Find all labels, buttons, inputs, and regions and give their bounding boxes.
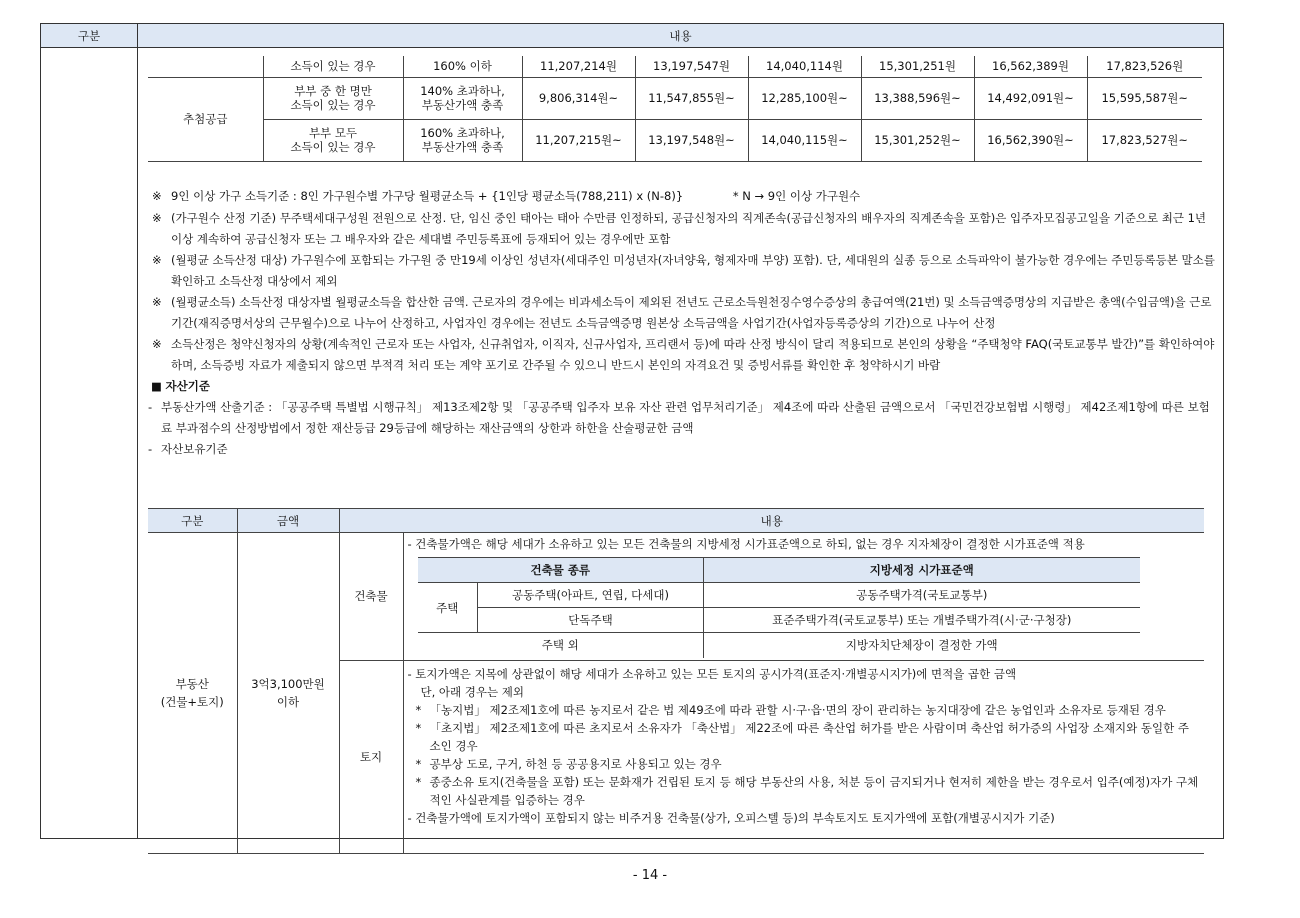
value-cell: 12,285,100원~ [748, 77, 861, 119]
value-cell: 16,562,389원 [974, 56, 1087, 77]
dash-text: 부동산가액 산출기준 : 「공공주택 특별법 시행규칙」 제13조제2항 및 「공공주택 입주자 보유 자산 관련 업무처리기준」 제4조에 따라 산출된 금액으로서 「국민건강보험법 시행령」 제42조제1항에 따른 보험료 부과점수의 산정방법에서 정한 재산등급 29등급에 해당하는 재산금액의 상한과 하한을 산술평균한 금액 [161, 400, 1210, 435]
page-number: - 14 - [632, 868, 668, 883]
row-label: 부부 중 한 명만 소득이 있는 경우 [263, 77, 403, 119]
table-row [148, 56, 1202, 77]
note-extra: * N → 9인 이상 가구원수 [732, 189, 861, 203]
type-cell: 주택 외 [418, 633, 704, 658]
land-line: 단, 아래 경우는 제외 [420, 684, 524, 699]
header-content: 내용 [669, 29, 692, 43]
notes-section [148, 186, 1217, 460]
note-marker: ※ [152, 295, 162, 309]
value-cell: 공동주택가격(국토교통부) [704, 583, 1140, 608]
note-marker: ※ [152, 253, 162, 267]
dash-marker: - [148, 442, 153, 456]
type-cell: 단독주택 [478, 608, 704, 633]
land-exception [408, 701, 1201, 719]
value-cell: 지방자치단체장이 결정한 가액 [704, 633, 1140, 658]
note-marker: ※ [152, 189, 162, 203]
value-cell: 16,562,390원~ [974, 119, 1087, 161]
note-item [152, 208, 1217, 250]
content-area [138, 48, 1223, 838]
sub-header-cell: 건축물 종류 [418, 558, 704, 583]
subtable-header [418, 558, 1140, 583]
table-row [418, 633, 1140, 658]
value-cell: 13,197,547원 [635, 56, 748, 77]
note-marker: ※ [152, 337, 162, 351]
land-label: 토지 [339, 660, 403, 853]
income-table [148, 56, 1202, 162]
note-text: 9인 이상 가구 소득기준 : 8인 가구원수별 가구당 월평균소득 + {1인당 평균소득(788,211) x (N-8)} [171, 189, 684, 203]
exception-text: 종중소유 토지(건축물을 포함) 또는 문화재가 건립된 토지 등 해당 부동산의 사용, 처분 등이 금지되거나 현저히 제한을 받는 경우로서 입주(예정)자가 구체적인 사실관계를 입증하는 경우 [429, 774, 1199, 807]
housing-label: 주택 [418, 583, 478, 633]
document-frame [40, 23, 1224, 839]
table-row [148, 533, 1204, 661]
type-cell: 공동주택(아파트, 연립, 다세대) [478, 583, 704, 608]
value-cell: 11,207,214원 [522, 56, 635, 77]
note-item [152, 250, 1217, 292]
table-row [418, 583, 1140, 608]
row-criteria: 140% 초과하나, 부동산가액 충족 [403, 77, 522, 119]
value-cell: 14,492,091원~ [974, 77, 1087, 119]
dash-item [148, 439, 1217, 460]
header-cell: 구분 [148, 509, 237, 533]
exception-text: 「초지법」 제2조제1호에 따른 초지로서 소유자가 「축산법」 제22조에 따른 축산업 허가를 받은 사람이며 축산업 허가증의 사업장 소재지와 동일한 주소인 경우 [429, 720, 1190, 753]
table-row [148, 77, 1202, 119]
building-content [403, 533, 1204, 661]
asset-table [148, 508, 1204, 854]
category-column [41, 48, 138, 838]
row-criteria: 160% 초과하나, 부동산가액 충족 [403, 119, 522, 161]
dash-text: 자산보유기준 [161, 442, 228, 456]
value-cell: 13,388,596원~ [861, 77, 974, 119]
note-text: (가구원수 산정 기준) 무주택세대구성원 전원으로 산정. 단, 임신 중인 태아는 태아 수만큼 인정하되, 공급신청자의 직계존속(공급신청자의 배우자의 직계존속을 포함)은 입주자모집공고일을 기준으로 최근 1년 이상 계속하여 공급신청자 또는 그 배우자와 같은 세대별 주민등록표에 등재되어 있는 경우에만 포함 [171, 211, 1207, 246]
section-marker: ■ [151, 379, 162, 393]
row-label: 부부 모두 소득이 있는 경우 [263, 119, 403, 161]
note-item [152, 334, 1217, 376]
land-exception [408, 773, 1201, 809]
header-cell: 내용 [339, 509, 1204, 533]
value-cell: 17,823,526원 [1087, 56, 1202, 77]
value-cell: 15,301,252원~ [861, 119, 974, 161]
value-cell: 11,207,215원~ [522, 119, 635, 161]
star-marker: * [415, 720, 422, 735]
note-text: 소득산정은 청약신청자의 상황(계속적인 근로자 또는 사업자, 신규취업자, 이직자, 신규사업자, 프리랜서 등)에 따라 산정 방식이 달리 적용되므로 본인의 상황을 “주택청약 FAQ(국토교통부 발간)”를 확인하여야 하며, 소득증빙 자료가 제출되지 않으면 부적격 처리 또는 계약 포기로 간주될 수 있으니 반드시 본인의 자격요건 및 증빙서류를 확인한 후 청약하시기 바람 [171, 337, 1215, 372]
table-row [148, 119, 1202, 161]
sub-header-cell: 지방세정 시가표준액 [704, 558, 1140, 583]
land-exception [408, 719, 1201, 755]
value-cell: 15,595,587원~ [1087, 77, 1202, 119]
value-cell: 14,040,114원 [748, 56, 861, 77]
row-criteria: 160% 이하 [403, 56, 522, 77]
star-marker: * [415, 774, 422, 789]
section-title-text: 자산기준 [165, 379, 210, 393]
value-cell: 9,806,314원~ [522, 77, 635, 119]
exception-text: 공부상 도로, 구거, 하천 등 공공용지로 사용되고 있는 경우 [429, 756, 722, 771]
note-item [152, 186, 1217, 207]
table-cell [148, 56, 263, 77]
star-marker: * [415, 702, 422, 717]
group-label: 추첨공급 [148, 77, 263, 161]
building-desc: - 건축물가액은 해당 세대가 소유하고 있는 모든 건축물의 지방세정 시가표준액으로 하되, 없는 경우 지자체장이 결정한 시가표준액 적용 [407, 537, 1085, 551]
header-cell: 금액 [237, 509, 339, 533]
header-category: 구분 [41, 24, 138, 48]
land-content [403, 660, 1204, 853]
category-cell: 부동산 (건물+토지) [148, 533, 237, 854]
land-exception [408, 755, 1201, 773]
amount-cell: 3억3,100만원 이하 [237, 533, 339, 854]
dash-marker: - [148, 400, 153, 414]
dash-item [148, 397, 1217, 439]
building-label: 건축물 [339, 533, 403, 661]
note-marker: ※ [152, 211, 162, 225]
row-label: 소득이 있는 경우 [263, 56, 403, 77]
value-cell: 표준주택가격(국토교통부) 또는 개별주택가격(시·군·구청장) [704, 608, 1140, 633]
star-marker: * [415, 756, 422, 771]
value-cell: 15,301,251원 [861, 56, 974, 77]
value-cell: 17,823,527원~ [1087, 119, 1202, 161]
table-row [418, 608, 1140, 633]
table-header-row [148, 509, 1204, 533]
note-item [152, 292, 1217, 334]
value-cell: 13,197,548원~ [635, 119, 748, 161]
building-subtable [418, 557, 1140, 658]
exception-text: 「농지법」 제2조제1호에 따른 농지로서 같은 법 제49조에 따라 관할 시·구·읍·면의 장이 관리하는 농지대장에 같은 농업인과 소유자로 등재된 경우 [429, 702, 1166, 717]
value-cell: 14,040,115원~ [748, 119, 861, 161]
land-line: - 토지가액은 지목에 상관없이 해당 세대가 소유하고 있는 모든 토지의 공시가격(표준지·개별공시지가)에 면적을 곱한 금액 [407, 666, 1017, 681]
note-text: (월평균 소득산정 대상) 가구원수에 포함되는 가구원 중 만19세 이상인 성년자(세대주인 미성년자(자녀양육, 형제자매 부양) 포함). 단, 세대원의 실종 등으로 소득파악이 불가능한 경우에는 주민등록등본 말소를 확인하고 소득산정 대상에서 제외 [171, 253, 1215, 288]
land-line: - 건축물가액에 토지가액이 포함되지 않는 비주거용 건축물(상가, 오피스텔 등)의 부속토지도 토지가액에 포함(개별공시지가 기준) [407, 810, 1055, 825]
value-cell: 11,547,855원~ [635, 77, 748, 119]
section-title [151, 376, 1217, 397]
note-text: (월평균소득) 소득산정 대상자별 월평균소득을 합산한 금액. 근로자의 경우에는 비과세소득이 제외된 전년도 근로소득원천징수영수증상의 총급여액(21번) 및 소득금액증명상의 지급받은 총액(수입금액)을 근로기간(재직증명서상의 근무월수)으로 나누어 산정하고, 사업자인 경우에는 전년도 소득금액증명 원본상 소득금액을 사업기간(사업자등록증상의 기간)으로 나누어 산정 [171, 295, 1212, 330]
header-row [41, 24, 1223, 48]
